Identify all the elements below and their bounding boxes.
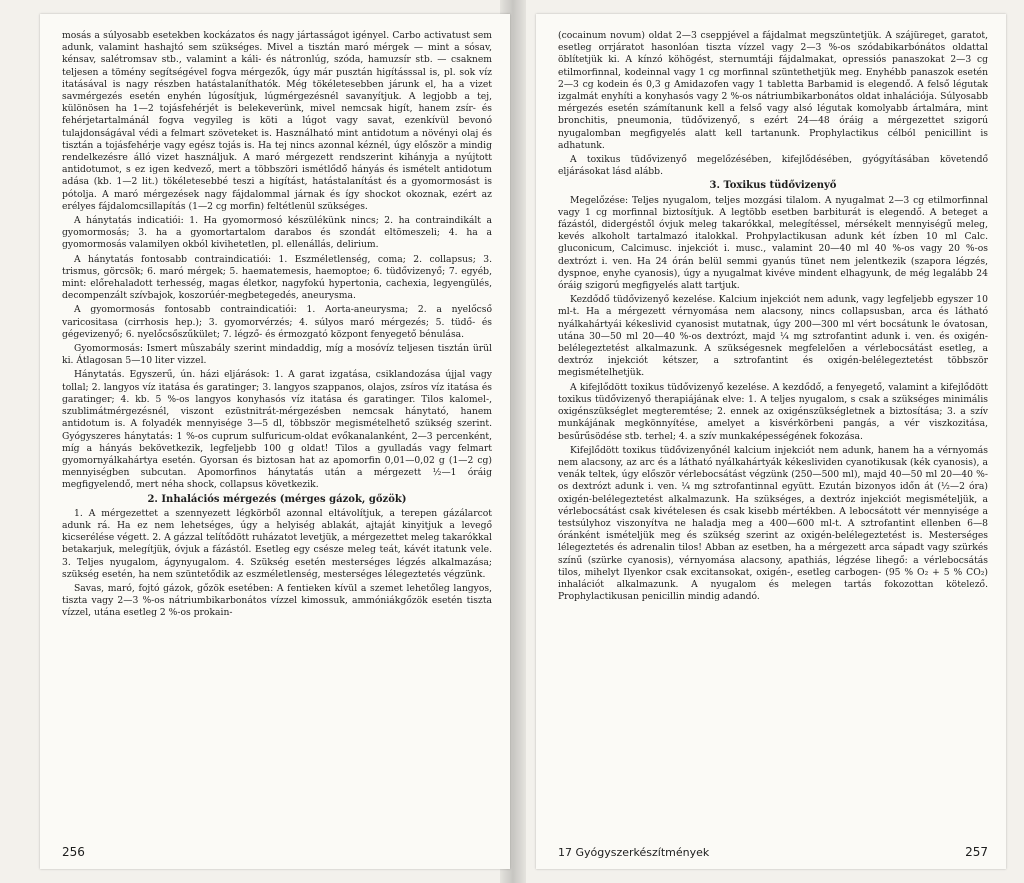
- section-heading: 3. Toxikus tüdővizenyő: [709, 180, 837, 192]
- paragraph: Megelőzése: Teljes nyugalom, teljes mozgási tilalom. A nyugalmat 2—3 cg etilmorfinnal vagy 1 cg morfinnal biztosítjuk. A legtöbb esetben barbiturát is elegendő. A beteget a fázástól, didergéstől óvjuk meleg takarókkal, melegítéssel, mérsékelt mennyiségű meleg, kevés alkoholt tartalmazó italokkal. Prohpylactikusan adunk két ízben 10 ml Calc. gluconicum, Calcimusc. injekciót i. musc., valamint 20—40 ml 40 %-os vagy 20 %-os dextrózt i. ven. Ha 24 órán belül semmi gyanús tünet nem jelentkezik (szapora légzés, dyspnoe, enyhe cyanosis), úgy a nyugalmat kivéve mindent elhagyunk, de még legalább 24 óráig szigorú megfigyelés alatt tartjuk.: [558, 194, 988, 292]
- page-number: 256: [62, 845, 85, 859]
- footer-title: 17 Gyógyszerkészítmények: [558, 846, 710, 859]
- page-number: 257: [965, 845, 988, 859]
- paragraph: Savas, maró, fojtó gázok, gőzök esetében: A fentieken kívül a szemet lehetőleg langyos, tiszta vagy 2—3 %-os nátriumbikarbonátos vízzel kimossuk, ammóniákgőzök esetén tiszta vízzel, utána esetleg 2 %-os prokain-: [62, 582, 492, 619]
- paragraph: A gyomormosás fontosabb contraindicatiói: 1. Aorta-aneurysma; 2. a nyelőcső varicositasa (cirrhosis hep.); 3. gyomorvérzés; 4. súlyos maró mérgezés; 5. tüdő- és gégevizenyő; 6. nyelőcsőszűkület; 7. légző- és érmozgató központ fenyegető bénulása.: [62, 304, 492, 340]
- paragraph: A hánytatás fontosabb contraindicatiói: 1. Eszméletlenség, coma; 2. collapsus; 3. trismus, görcsök; 6. maró mérgek; 5. haematemesis, haemoptoe; 6. tüdővizenyő; 7. egyéb, mint: előrehaladott terhesség, magas életkor, nagyfokú hypertonia, cachexia, legyengülés, decompenzált szívbajok, koszorúér-megbetegedés, aneurysma.: [62, 253, 492, 302]
- right-page: [536, 14, 1006, 869]
- right-page-text: [558, 30, 988, 835]
- paragraph: 1. A mérgezettet a szennyezett légkörből azonnal eltávolítjuk, a terepen gázálarcot adunk rá. Ha ez nem lehetséges, úgy a helyiség ablakát, ajtaját kinyitjuk a levegő kicserélése végett. 2. A gázzal telítődött ruházatot levetjük, a mérgezettet meleg takarókkal betakarjuk, melegítjük, óvjuk a fázástól. Esetleg egy csésze meleg teát, kávét itatunk vele. 3. Teljes nyugalom, ágynyugalom. 4. Szükség esetén mesterséges légzés alkalmazása; szükség esetén, ha nem szüntetődik az eszméletlenség, mesterséges lélegeztetés végzünk.: [62, 507, 492, 580]
- paragraph: (cocainum novum) oldat 2—3 cseppjével a fájdalmat megszüntetjük. A szájüreget, garatot, esetleg orrjáratot hasonlóan tiszta vízzel vagy 2—3 %-os szódabikarbónátos oldattal öblítetjük ki. A kínzó köhögést, sternumtáji fájdalmakat, opressiós panaszokat 2—3 cg etilmorfinnal, kodeinnal vagy 1 cg morfinnal szüntethetjük meg. Enyhébb panaszok esetén 2—3 cg kodein és 0,3 g Amidazofen vagy 1 tabletta Barbamid is elegendő. A felső légutak izgalmát enyhíti a konyhasós vagy 2 %-os nátriumbikarbonátos oldat inhalációja. Súlyosabb mérgezés esetén számítanunk kell a felső vagy alsó légutak komolyabb ártalmára, mint bronchitis, pneumonia, tüdővizenyő, s ezért 24—48 óráig a mérgezettet szigorú nyugalomban megfigyelés alatt kell tartanunk. Prophylactikus célból penicillint is adhatunk.: [558, 30, 988, 151]
- paragraph: Hánytatás. Egyszerű, ún. házi eljárások: 1. A garat izgatása, csiklandozása újjal vagy tollal; 2. langyos víz itatása és garatinger; 3. langyos szappanos, olajos, zsíros víz itatása és garatinger; 4. kb. 5 %-os langyos konyhasós víz itatása és garatinger. Tilos kalomel-, szublimátmérgezésnél, viszont ezüstnitrát-mérgezésben nemcsak hánytató, hanem antidotum is. A folyadék mennyisége 3—5 dl, többször megismételhető szükség szerint. Gyógyszeres hánytatás: 1 %-os cuprum sulfuricum-oldat evőkanalanként, 2—3 percenként, míg a hányás bekövetkezik, legfeljebb 100 g oldat! Tilos a gyulladás vagy felmart gyomornyálkahártya esetén. Gyorsan és biztosan hat az apomorfin 0,01—0,02 g (1—2 cg) mennyiségben subcutan. Apomorfinos hánytatás után a mérgezett ½—1 óráig megfigyelendő, mert néha shock, collapsus következik.: [62, 369, 492, 491]
- left-page: [40, 14, 510, 869]
- paragraph: A kifejlődött toxikus tüdővizenyő kezelése. A kezdődő, a fenyegető, valamint a kifejlődött toxikus tüdővizenyő therapiájának elve: 1. A teljes nyugalom, s csak a szükséges minimális oxigénszükséglet megteremtése; 2. ennek az oxigénszükségletnek a biztosítása; 3. a szív munkájának megkönnyítése, amelyet a kisvérkörbeni pangás, a vér viszkozitása, besűrűsödése stb. terhel; 4. a szív munkaképességének fokozása.: [558, 381, 988, 442]
- paragraph: mosás a súlyosabb esetekben kockázatos és nagy jártasságot igényel. Carbo activatust sem adunk, valamint hashajtó sem szükséges. Mivel a tisztán maró mérgek — mint a sósav, kénsav, salétromsav stb., valamint a káli- és nátronlúg, szóda, hamuzsír stb. — csaknem teljesen a tömény segítségével fogva mérgezők, úgy már pusztán higításssal is, pl. sok víz itatásával is nagy részben hatástalaníthatók. Még tökéletesebben járunk el, ha a vizet savmérgezés esetén enyhén lúgosítjuk, lúgmérgezésnél savanyítjuk. A legjobb a tej, különösen ha 1—2 tojásfehérjét is belekeverünk, mivel nemcsak higít, hanem zsír- és fehérjetartalmánál fogva vegyileg is köti a lúgot vagy savat, ezenkívül bevonó tulajdonságával védi a felmart szöveteket is. Használható mint antidotum a növényi olaj és tisztán a tojásfehérje vagy egész tojás is. Ha tej nincs azonnal kéznél, úgy először a mindig rendelkezésre álló vizet használjuk. A maró mérgezett rendszerint kihányja a nyújtott antidotumot, s ez igen kedvező, mert a többszöri ismétlődő hányás és ismételt antidotum adása (kb. 1—2 lit.) tökéletesebbé teszi a higítást, hatástalanítást és a gyomormosást is pótolja. A maró mérgezések nagy fájdalommal járnak és így shockot okoznak, ezért az erélyes fájdalomcsillapítás (1—2 cg morfin) feltétlenül szükséges.: [62, 30, 492, 212]
- paragraph: A hánytatás indicatiói: 1. Ha gyomormosó készülékünk nincs; 2. ha contraindikált a gyomormosás; 3. ha a gyomortartalom darabos és szondát eltömeszeli; 4. ha a gyomormosás valamilyen okból kivihetetlen, pl. ellenállás, delirium.: [62, 215, 492, 251]
- paragraph: Kifejlődött toxikus tüdővizenyőnél kalcium injekciót nem adunk, hanem ha a vérnyomás nem alacsony, az arc és a látható nyálkahártyák kékeslividen cyanotikusak (kék cyanosis), a venák teltek, úgy először vérlebocsátást végzünk (250—500 ml), majd 40—50 ml 20—40 %-os dextrózt adunk i. ven. ¼ mg sztrofantinnal együtt. Ezután bizonyos időn át (½—2 óra) oxigén-belélegeztetést alkalmazunk. Ha szükséges, a dextróz injekciót megismételjük, a vérlebocsátást csak kivételesen és csak kisebb mértékben. A lebocsátott vér mennyisége a testsúlyhoz viszonyítva ne haladja meg a 400—600 ml-t. A sztrofantint ellenben 6—8 óránként ismételjük meg és szükség szerint az oxigén-belélegeztetést is. Mesterséges lélegeztetés és adrenalin tilos! Abban az esetben, ha a mérgezett arca sápadt vagy szürkés színű (szürke cyanosis), vérnyomása alacsony, apathiás, légzése lihegő: a vérlebocsátás tilos, mihelyt Ilyenkor csak excitansokat, oxigén-, esetleg carbogen- (95 % O₂ + 5 % CO₂) inhalációt alkalmazunk. A nyugalom és melegen tartás fokozottan kötelező. Prophylactikusan penicillin mindig adandó.: [558, 444, 988, 603]
- paragraph: A toxikus tüdővizenyő megelőzésében, kifejlődésében, gyógyításában követendő eljárásokat lásd alább.: [558, 154, 988, 178]
- section-heading: 2. Inhalációs mérgezés (mérges gázok, gőzök): [147, 493, 407, 505]
- left-page-text: [62, 30, 492, 835]
- paragraph: Gyomormosás: Ismert mûszabály szerint mindaddig, míg a mosóvíz teljesen tisztán ürül ki. Átlagosan 5—10 liter vizzel.: [62, 343, 492, 367]
- paragraph: Kezdődő tüdővizenyő kezelése. Kalcium injekciót nem adunk, vagy legfeljebb egyszer 10 ml-t. Ha a mérgezett vérnyomása nem alacsony, nincs collapsusban, arca és látható nyálkahártyái kékeslivid cyanosist mutatnak, úgy 200—300 ml vért bocsátunk le óvatosan, utána 30—50 ml 20—40 %-os dextrózt, majd ¼ mg sztrofantint adunk i. ven. és oxigén-belélegeztetést alkalmazunk. A szükségesnek megfelelően a vérlebocsátást esetleg, a dextróz injekciót kétszer, a sztrofantint és oxigén-belélegeztetést többször megismételhetjük.: [558, 294, 988, 379]
